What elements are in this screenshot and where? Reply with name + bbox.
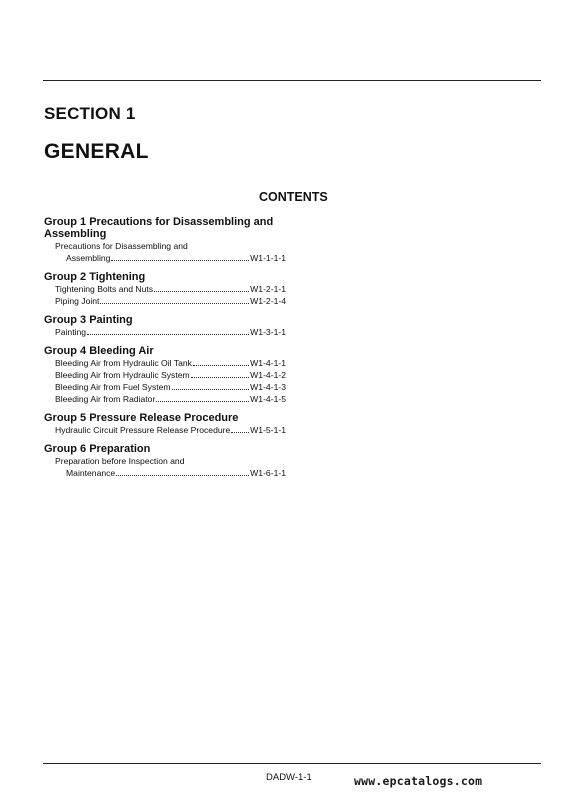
group-heading: Group 4 Bleeding Air <box>44 345 154 357</box>
toc-page-ref: W1-6-1-1 <box>250 468 286 478</box>
toc-entry-label-line1: Preparation before Inspection and <box>55 456 185 466</box>
toc-page-ref: W1-5-1-1 <box>250 425 286 435</box>
dot-leader <box>191 377 249 378</box>
group-heading-continued: Assembling <box>44 228 107 240</box>
group-heading: Group 1 Precautions for Disassembling and <box>44 216 274 228</box>
toc-entry[interactable] <box>44 393 286 405</box>
toc-entry-label: Maintenance <box>66 468 116 478</box>
dot-leader <box>116 475 249 476</box>
toc-page-ref: W1-2-1-4 <box>250 296 286 306</box>
toc-entry[interactable] <box>44 369 286 381</box>
toc-entry-label: Painting <box>55 327 87 337</box>
group-heading: Group 6 Preparation <box>44 443 151 455</box>
toc-page-ref: W1-4-1-1 <box>250 358 286 368</box>
toc-entry[interactable] <box>44 424 286 436</box>
bottom-rule <box>43 763 541 764</box>
toc-entry-label: Assembling <box>66 253 111 263</box>
toc-page-ref: W1-3-1-1 <box>250 327 286 337</box>
dot-leader <box>193 365 249 366</box>
toc-entry-label: Tightening Bolts and Nuts <box>55 284 154 294</box>
toc-entry-label: Piping Joint <box>55 296 100 306</box>
toc-page-ref: W1-2-1-1 <box>250 284 286 294</box>
toc-group-4 <box>44 345 286 405</box>
table-of-contents <box>44 216 286 486</box>
toc-entry-label-line1: Precautions for Disassembling and <box>55 241 188 251</box>
toc-entry[interactable] <box>44 295 286 307</box>
toc-entry[interactable] <box>44 252 286 264</box>
toc-entry-label: Hydraulic Circuit Pressure Release Procedure <box>55 425 231 435</box>
toc-page-ref: W1-4-1-3 <box>250 382 286 392</box>
toc-entry[interactable] <box>44 467 286 479</box>
toc-entry-label: Bleeding Air from Radiator <box>55 394 156 404</box>
page-title: GENERAL <box>44 140 149 163</box>
dot-leader <box>100 303 249 304</box>
contents-heading: CONTENTS <box>259 190 328 204</box>
toc-entry[interactable] <box>44 357 286 369</box>
toc-entry[interactable] <box>44 283 286 295</box>
dot-leader <box>111 260 249 261</box>
toc-entry-label: Bleeding Air from Fuel System <box>55 382 171 392</box>
group-heading: Group 5 Pressure Release Procedure <box>44 412 239 424</box>
watermark-url: www.epcatalogs.com <box>354 774 483 788</box>
page-code: DADW-1-1 <box>266 772 312 783</box>
dot-leader <box>231 432 249 433</box>
dot-leader <box>87 334 249 335</box>
section-label: SECTION 1 <box>44 104 136 123</box>
toc-page-ref: W1-1-1-1 <box>250 253 286 263</box>
toc-entry[interactable] <box>44 381 286 393</box>
dot-leader <box>156 401 249 402</box>
toc-entry-label: Bleeding Air from Hydraulic Oil Tank <box>55 358 192 368</box>
toc-group-5 <box>44 412 286 436</box>
toc-page-ref: W1-4-1-2 <box>250 370 286 380</box>
dot-leader <box>172 389 250 390</box>
toc-group-6 <box>44 443 286 479</box>
toc-entry[interactable] <box>44 326 286 338</box>
toc-group-2 <box>44 271 286 307</box>
group-heading: Group 2 Tightening <box>44 271 146 283</box>
dot-leader <box>154 291 249 292</box>
toc-entry-label: Bleeding Air from Hydraulic System <box>55 370 190 380</box>
group-heading: Group 3 Painting <box>44 314 133 326</box>
toc-group-1 <box>44 216 286 264</box>
toc-page-ref: W1-4-1-5 <box>250 394 286 404</box>
toc-group-3 <box>44 314 286 338</box>
top-rule <box>43 80 541 81</box>
